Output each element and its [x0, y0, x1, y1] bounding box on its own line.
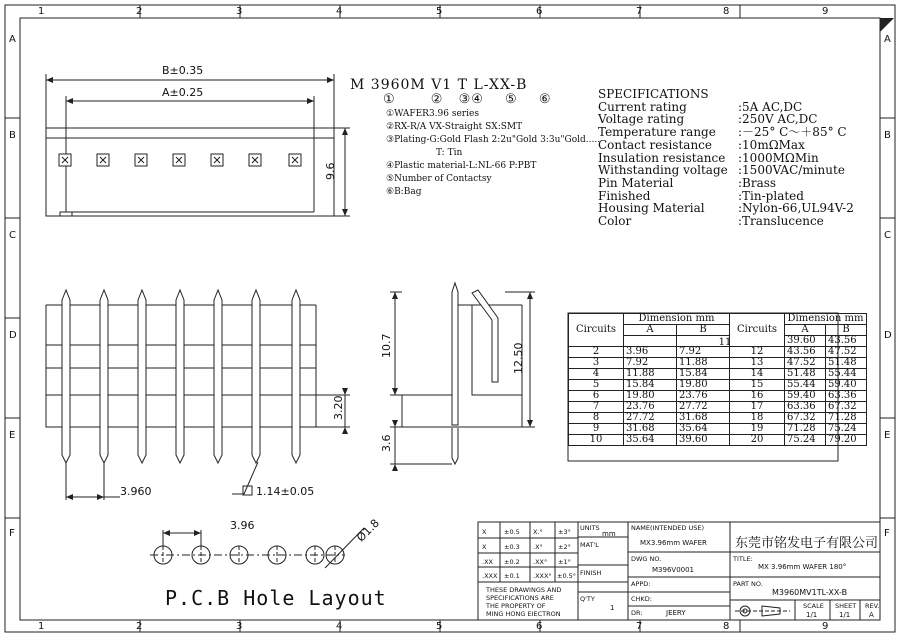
- chkd-label: CHKD:: [631, 595, 652, 603]
- table-cell: 35.64: [624, 435, 677, 446]
- tol-angle-value: ±0.5°: [557, 572, 577, 580]
- table-cell: 19.80: [677, 380, 730, 391]
- spec-value: :250V AC,DC: [738, 112, 818, 127]
- table-cell: 15: [730, 380, 785, 391]
- scale-value: 1/1: [806, 611, 818, 619]
- row-label: F: [884, 528, 890, 539]
- part-value: M3960MV1TL-XX-B: [772, 588, 848, 597]
- table-cell: 47.52: [785, 358, 826, 369]
- title-value: MX 3.96mm WAFER 180°: [758, 563, 847, 571]
- legend-item: ①WAFER3.96 series: [386, 109, 479, 119]
- spec-value: :Translucence: [738, 214, 824, 229]
- table-cell: 75.24: [826, 424, 867, 435]
- table-row: [569, 358, 867, 369]
- rev-value: A: [869, 611, 874, 619]
- part-code-legend: [386, 108, 600, 199]
- tol-angle: .XX°: [533, 558, 548, 566]
- legend-item: ④Plastic material-L:NL-66 P:PBT: [386, 161, 537, 171]
- table-cell: 15.84: [677, 369, 730, 380]
- name-label: NAME(INTENDED USE): [631, 524, 704, 532]
- spec-key: Temperature range: [598, 125, 716, 140]
- part-code: M 3960M V1 T L-XX-B: [350, 77, 528, 93]
- marker-6: ⑥: [538, 92, 552, 107]
- spec-value: :1500VAC/minute: [738, 163, 845, 178]
- header-b: B: [677, 325, 730, 336]
- table-cell: 16: [730, 391, 785, 402]
- marker-34: ③④: [458, 92, 484, 107]
- pcb-layout-title: P.C.B Hole Layout: [165, 586, 387, 610]
- row-label: C: [9, 230, 16, 241]
- part-code-markers: [383, 92, 552, 107]
- finish-label: FINISH: [580, 569, 602, 577]
- tol-precision: X: [482, 528, 487, 536]
- spec-value: :Nylon-66,UL94V-2: [738, 201, 854, 216]
- table-row: [569, 347, 867, 358]
- appd-label: APPD:: [631, 580, 651, 588]
- table-cell: 59.40: [785, 391, 826, 402]
- table-cell: 14: [730, 369, 785, 380]
- table-row: [569, 402, 867, 413]
- col-label: 8: [723, 6, 730, 17]
- dimension-a-label: A±0.25: [162, 86, 204, 99]
- table-cell: 55.44: [785, 380, 826, 391]
- row-label: C: [884, 230, 891, 241]
- table-cell: 4: [569, 369, 624, 380]
- units-label: UNITS: [580, 524, 600, 532]
- table-row: [569, 413, 867, 424]
- col-label: 1: [38, 621, 45, 632]
- table-cell: 75.24: [785, 435, 826, 446]
- row-label: B: [9, 130, 16, 141]
- spec-key: Withstanding voltage: [598, 163, 728, 178]
- marker-2: ②: [430, 92, 444, 107]
- col-label: 5: [436, 621, 443, 632]
- spec-key: Contact resistance: [598, 137, 712, 152]
- table-cell: 23.76: [677, 391, 730, 402]
- matl-label: MAT'L: [580, 541, 599, 549]
- table-cell: 59.40: [826, 380, 867, 391]
- col-label: 3: [236, 621, 243, 632]
- spec-row: [598, 177, 854, 190]
- qty-value: 1: [610, 604, 615, 612]
- spec-row: [598, 139, 854, 152]
- row-label: D: [884, 330, 892, 341]
- table-cell: 23.76: [624, 402, 677, 413]
- table-cell: 19.80: [624, 391, 677, 402]
- pcb-hole-label: Ø1.8: [354, 516, 382, 545]
- header-a: A: [624, 325, 677, 336]
- table-cell: 11.88: [677, 358, 730, 369]
- part-label: PART NO.: [733, 580, 763, 588]
- row-label: E: [884, 430, 891, 441]
- table-row: [569, 380, 867, 391]
- table-cell: 17: [730, 402, 785, 413]
- row-label: F: [9, 528, 15, 539]
- table-cell: 67.32: [785, 413, 826, 424]
- table-cell: 12: [730, 347, 785, 358]
- spec-row: [598, 215, 854, 228]
- col-label: 1: [38, 6, 45, 17]
- table-cell: 3.96: [624, 347, 677, 358]
- spec-key: Color: [598, 214, 632, 229]
- table-cell: 43.56: [826, 336, 867, 347]
- row-label: D: [9, 330, 17, 341]
- legend-item: ⑥B:Bag: [386, 187, 422, 197]
- spec-key: Finished: [598, 188, 651, 203]
- table-cell: 27.72: [677, 402, 730, 413]
- header-b: B: [826, 325, 867, 336]
- table-cell: 27.72: [624, 413, 677, 424]
- rev-label: REV.: [865, 602, 880, 610]
- col-label: 7: [636, 621, 643, 632]
- spec-key: Housing Material: [598, 201, 705, 216]
- tol-precision: X: [482, 543, 487, 551]
- header-circuits: Circuits: [730, 314, 785, 347]
- dr-label: DR:: [631, 609, 643, 617]
- height-body-label: 3.20: [332, 395, 345, 420]
- height-top-label: 9.6: [324, 162, 337, 180]
- spec-value: :－25° C～＋85° C: [738, 125, 847, 140]
- table-cell: 71.28: [826, 413, 867, 424]
- table-cell: 71.28: [785, 424, 826, 435]
- table-cell: 51.48: [826, 358, 867, 369]
- tol-precision: .XXX: [482, 572, 498, 580]
- tol-value: ±0.5: [504, 528, 520, 536]
- specifications-title: SPECIFICATIONS: [598, 87, 709, 101]
- col-label: 7: [636, 6, 643, 17]
- table-cell: 2: [569, 347, 624, 358]
- sheet-value: 1/1: [839, 611, 851, 619]
- col-label: 6: [536, 621, 543, 632]
- qty-label: Q'TY: [580, 595, 595, 603]
- tol-value: ±0.3: [504, 543, 520, 551]
- spec-row: [598, 126, 854, 139]
- spec-key: Voltage rating: [598, 112, 685, 127]
- tol-angle: X.°: [533, 528, 543, 536]
- front-view: [46, 305, 350, 500]
- table-cell: 11.88: [624, 369, 677, 380]
- table-cell: 63.36: [785, 402, 826, 413]
- pcb-hole-layout: [150, 528, 364, 568]
- legend-item: ③Plating-G:Gold Flash 2:2u"Gold 3:3u"Gold.....: [386, 135, 601, 145]
- spec-value: :5A AC,DC: [738, 99, 803, 114]
- row-label: A: [884, 34, 891, 45]
- table-cell: 31.68: [677, 413, 730, 424]
- legend-item: ⑤Number of Contactsy: [386, 174, 492, 184]
- header-dimension: Dimension mm: [785, 314, 867, 325]
- row-label: E: [9, 430, 16, 441]
- pin-size-label: 1.14±0.05: [256, 485, 315, 498]
- col-label: 6: [536, 6, 543, 17]
- col-label: 5: [436, 6, 443, 17]
- top-view-pins: [59, 154, 301, 166]
- table-cell: 47.52: [826, 347, 867, 358]
- dimension-b-label: B±0.35: [162, 64, 204, 77]
- table-cell: 10: [569, 435, 624, 446]
- corner-arrow: [880, 18, 894, 32]
- pcb-pitch-label: 3.96: [230, 519, 255, 532]
- col-label: 9: [822, 621, 829, 632]
- table-cell: 20: [730, 435, 785, 446]
- spec-value: :1000MΩMin: [738, 150, 819, 165]
- dr-value: JEERY: [666, 609, 686, 617]
- table-cell: 8: [569, 413, 624, 424]
- table-cell: 6: [569, 391, 624, 402]
- tol-angle-value: ±3°: [558, 528, 571, 536]
- table-cell: 3: [569, 358, 624, 369]
- col-label: 9: [822, 6, 829, 17]
- col-label: 8: [723, 621, 730, 632]
- header-circuits: Circuits: [569, 314, 624, 347]
- disclaimer-line: THESE DRAWINGS AND: [486, 586, 562, 594]
- table-cell: 5: [569, 380, 624, 391]
- table-cell: 13: [730, 358, 785, 369]
- table-cell: 51.48: [785, 369, 826, 380]
- table-cell: 7: [569, 402, 624, 413]
- spec-value: :Tin-plated: [738, 188, 804, 203]
- front-pitch-label: 3.960: [120, 485, 152, 498]
- table-cell: 15.84: [624, 380, 677, 391]
- marker-1: ①: [383, 92, 396, 107]
- front-view-pins: [62, 290, 300, 463]
- table-cell: 79.20: [826, 435, 867, 446]
- header-dimension: Dimension mm: [624, 314, 730, 325]
- table-cell: 35.64: [677, 424, 730, 435]
- table-cell: 19: [730, 424, 785, 435]
- name-value: MX3.96mm WAFER: [640, 539, 707, 547]
- dwg-value: M396V0001: [652, 566, 695, 574]
- tol-angle: .X°: [533, 543, 543, 551]
- col-label: 3: [236, 6, 243, 17]
- table-cell: 11: [718, 337, 732, 348]
- spec-key: Insulation resistance: [598, 150, 726, 165]
- table-cell: 18: [730, 413, 785, 424]
- height-side-total-label: 12.50: [512, 342, 525, 374]
- col-label: 2: [136, 621, 143, 632]
- company-name: 东莞市铭发电子有限公司: [735, 536, 879, 551]
- spec-key: Current rating: [598, 99, 687, 114]
- table-cell: 55.44: [826, 369, 867, 380]
- tol-angle: .XXX°: [533, 572, 552, 580]
- dimension-table: [568, 313, 867, 446]
- height-pin-label: 3.6: [380, 434, 393, 452]
- spec-value: :10mΩMax: [738, 137, 805, 152]
- table-cell: 7.92: [624, 358, 677, 369]
- title-label: TITLE:: [733, 555, 753, 563]
- tol-precision: .XX: [482, 558, 493, 566]
- dwg-label: DWG NO.: [631, 555, 662, 563]
- table-cell: 9: [569, 424, 624, 435]
- disclaimer-line: THE PROPERTY OF: [486, 602, 546, 610]
- table-cell: 7.92: [677, 347, 730, 358]
- table-row: [569, 424, 867, 435]
- table-row: [569, 391, 867, 402]
- marker-5: ⑤: [505, 92, 518, 107]
- table-cell: 67.32: [826, 402, 867, 413]
- table-cell: 31.68: [624, 424, 677, 435]
- spec-value: :Brass: [738, 175, 777, 190]
- disclaimer-line: SPECIFICATIONS ARE: [486, 594, 554, 602]
- row-label: B: [884, 130, 891, 141]
- specifications: [598, 88, 854, 228]
- table-cell: 63.36: [826, 391, 867, 402]
- scale-label: SCALE: [803, 602, 824, 610]
- spec-key: Pin Material: [598, 175, 674, 190]
- tol-angle-value: ±2°: [558, 543, 571, 551]
- row-label: A: [9, 34, 16, 45]
- units-value: mm: [602, 530, 616, 538]
- sheet-label: SHEET: [835, 602, 857, 610]
- height-side-upper-label: 10.7: [380, 333, 393, 358]
- table-cell: 39.60: [677, 435, 730, 446]
- legend-item: ②RX-R/A VX-Straight SX:SMT: [386, 122, 523, 132]
- tol-value: ±0.1: [504, 572, 520, 580]
- col-label: 4: [336, 6, 343, 17]
- table-cell: 43.56: [785, 347, 826, 358]
- col-label: 2: [136, 6, 143, 17]
- legend-item: T: Tin: [436, 148, 463, 158]
- table-row: [569, 435, 867, 446]
- header-a: A: [785, 325, 826, 336]
- disclaimer-line: MING HONG EIECTRON: [486, 610, 561, 618]
- tol-value: ±0.2: [504, 558, 520, 566]
- col-label: 4: [336, 621, 343, 632]
- table-cell: 39.60: [785, 336, 826, 347]
- tol-angle-value: ±1°: [558, 558, 571, 566]
- table-row: [569, 369, 867, 380]
